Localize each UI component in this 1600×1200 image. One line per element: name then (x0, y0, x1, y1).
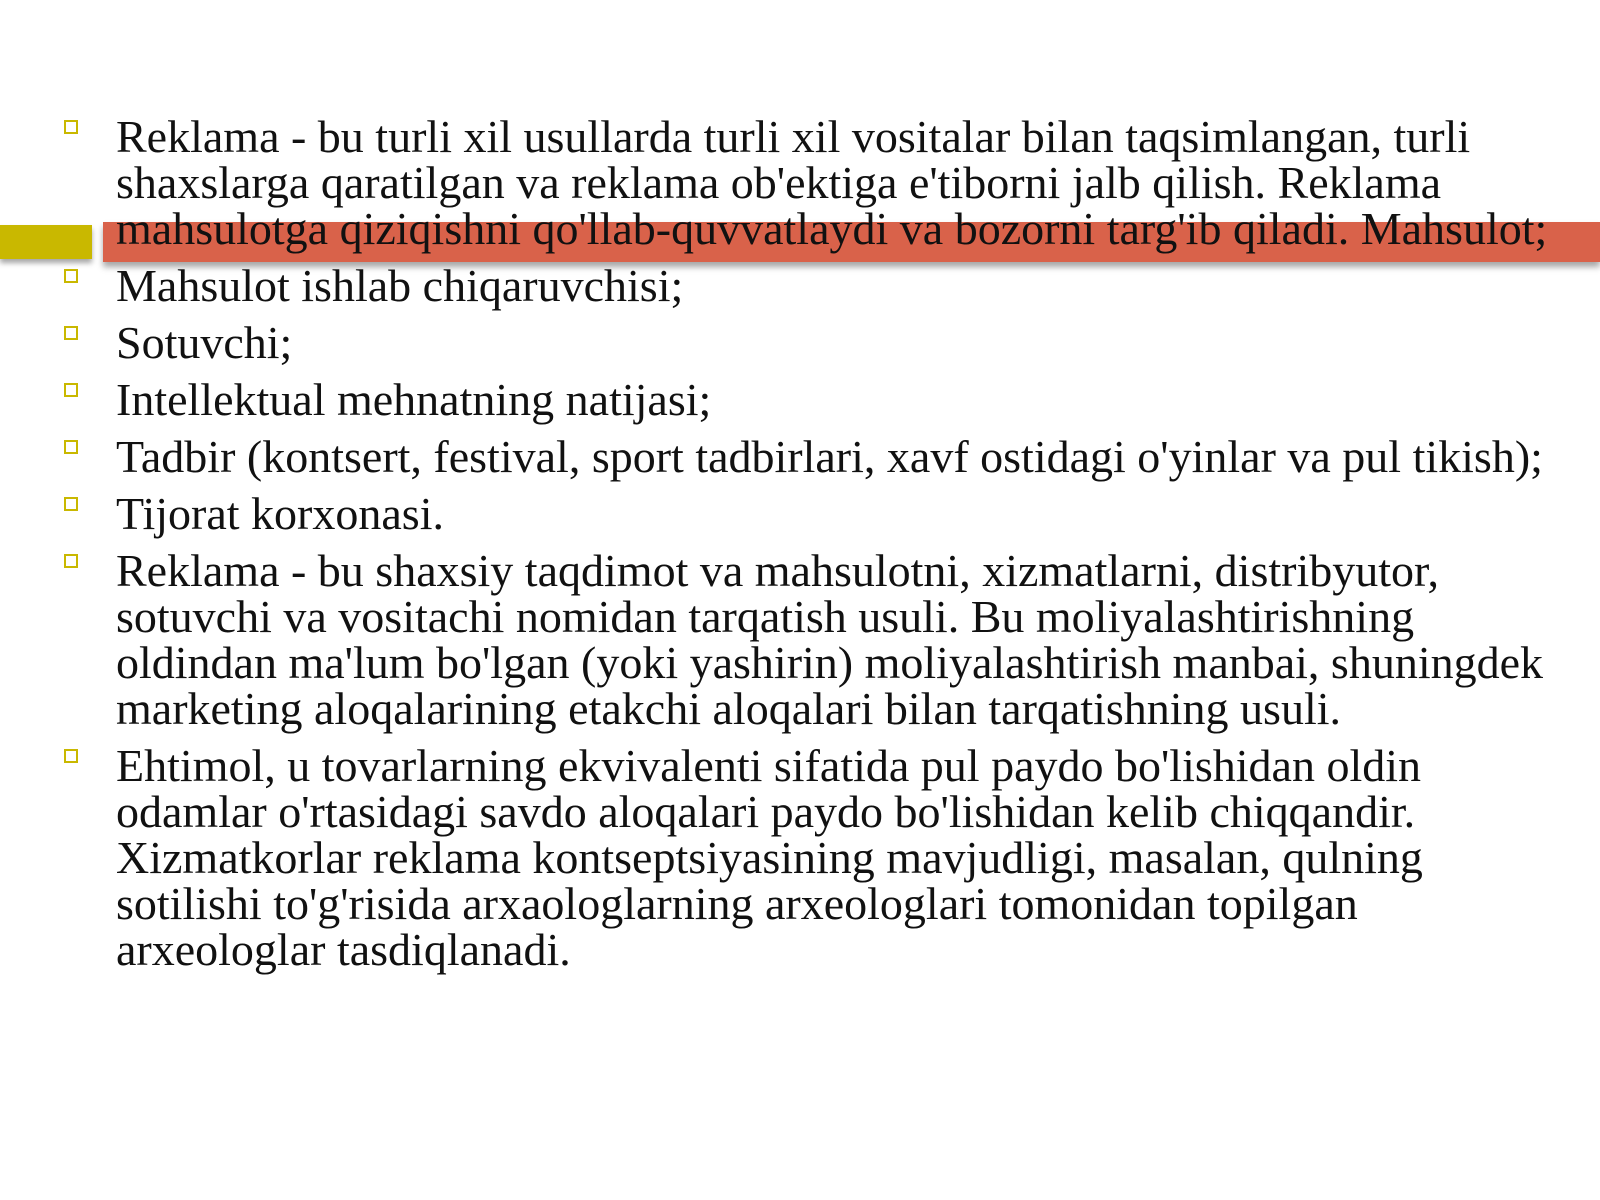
bullet-text: Reklama - bu turli xil usullarda turli xil vositalar bilan taqsimlangan, turli shaxslarga qaratilgan va reklama ob'ektiga e'tiborni jalb qilish. Reklama mahsulotga qiziqishni qo'llab-quvvatlaydi va bozorni targ'ib qiladi. Mahsulot; (116, 111, 1548, 254)
hollow-square-icon (64, 383, 78, 397)
bullet-text: Sotuvchi; (116, 317, 293, 368)
bullet-item (0, 740, 1600, 975)
bullet-text: Intellektual mehnatning natijasi; (116, 374, 712, 425)
hollow-square-icon (64, 120, 78, 134)
bullet-item (0, 260, 1600, 311)
hollow-square-icon (64, 497, 78, 511)
bullet-text: Ehtimol, u tovarlarning ekvivalenti sifatida pul paydo bo'lishidan oldin odamlar o'rtasidagi savdo aloqalari paydo bo'lishidan kelib chiqqandir. Xizmatkorlar reklama kontseptsiyasining mavjudligi, masalan, qulning sotilishi to'g'risida arxaologlarning arxeologlari tomonidan topilgan arxeologlar tasdiqlanadi. (116, 740, 1423, 975)
bullet-item (0, 488, 1600, 539)
bullet-item (0, 374, 1600, 425)
bullet-text: Reklama - bu shaxsiy taqdimot va mahsulotni, xizmatlarni, distribyutor, sotuvchi va vositachi nomidan tarqatish usuli. Bu moliyalashtirishning oldindan ma'lum bo'lgan (yoki yashirin) moliyalashtirish manbai, shuningdek marketing aloqalarining etakchi aloqalari bilan tarqatishning usuli. (116, 545, 1544, 734)
hollow-square-icon (64, 269, 78, 283)
bullet-item (0, 431, 1600, 482)
bullet-text: Tadbir (kontsert, festival, sport tadbirlari, xavf ostidagi o'yinlar va pul tikish); (116, 431, 1543, 482)
bullet-item (0, 111, 1600, 254)
bullet-text: Tijorat korxonasi. (116, 488, 444, 539)
hollow-square-icon (64, 326, 78, 340)
bullet-item (0, 317, 1600, 368)
bullet-text: Mahsulot ishlab chiqaruvchisi; (116, 260, 684, 311)
hollow-square-icon (64, 440, 78, 454)
hollow-square-icon (64, 554, 78, 568)
slide-bullet-list (0, 111, 1600, 984)
bullet-item (0, 545, 1600, 734)
hollow-square-icon (64, 749, 78, 763)
